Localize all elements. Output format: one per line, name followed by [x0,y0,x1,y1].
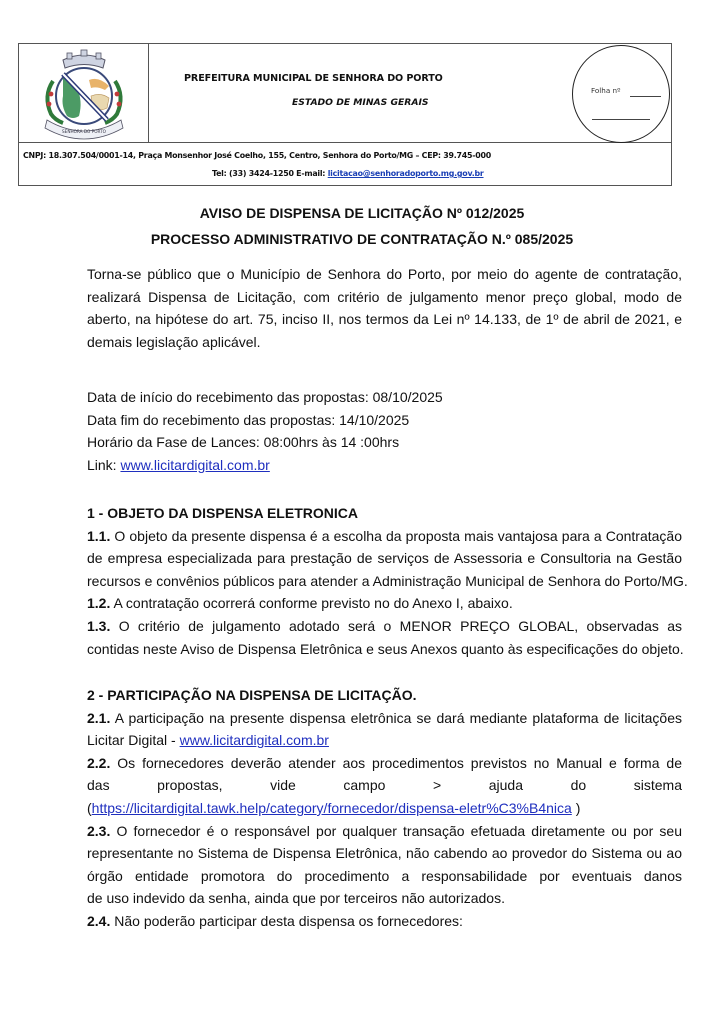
section-2 [87,684,682,933]
item-2-3-line: órgão entidade promotora do procedimento a responsabilidade por eventuais danos [87,867,682,884]
organization-state: ESTADO DE MINAS GERAIS [292,97,429,108]
organization-name: PREFEITURA MUNICIPAL DE SENHORA DO PORTO [184,73,443,84]
item-text: O fornecedor é o responsável por qualquer transação efetuada diretamente ou por seu [110,822,682,839]
intro-paragraph [87,263,682,353]
item-2-2-line [87,752,682,775]
close-paren: ) [571,799,581,816]
stamp-signature-blank [592,119,650,120]
item-text: O critério de julgamento adotado será o MENOR PREÇO GLOBAL, observadas as [118,617,682,634]
item-number: 1.2. [87,595,111,612]
paragraph-line: Torna-se público que o Município de Senhora do Porto, por meio do agente de contratação, [87,266,682,282]
item-1-3-line [87,615,682,638]
email-link[interactable]: licitacao@senhoradoporto.mg.gov.br [327,169,484,178]
phone-text: Tel: (33) 3424-1250 E-mail: [212,169,328,178]
help-center-link[interactable]: https://licitardigital.tawk.help/category/fornecedor/dispensa-eletr%C3%B4nica [91,799,572,816]
paragraph-line: demais legislação aplicável. [87,333,261,350]
item-2-1-line [87,707,682,730]
letterhead-top-row [19,44,671,143]
item-number: 2.1. [87,709,111,726]
stamp-number-blank [630,96,661,97]
schedule-block [87,386,682,476]
paragraph-line: aberto, na hipótese do art. 75, inciso II, nos termos da Lei nº 14.133, de 1º de abril de 2021, e [87,311,682,328]
section-1 [87,502,688,660]
item-number: 1.1. [87,527,111,544]
licitar-digital-link[interactable]: www.licitardigital.com.br [179,732,329,749]
item-text: O objeto da presente dispensa é a escolha da proposta mais vantajosa para a Contratação [110,527,682,544]
stamp-label: Folha nº [591,86,621,95]
item-2-3-line: representante no Sistema de Dispensa Eletrônica, não cabendo ao provedor do Sistema ou ao [87,845,682,862]
item-2-2-line: das propostas, vide campo > ajuda do sistema [87,777,682,794]
cnpj-address-line: CNPJ: 18.307.504/0001-14, Praça Monsenhor José Coelho, 155, Centro, Senhora do Porto/MG – CEP: 39.745-000 [23,151,491,160]
item-number: 2.3. [87,822,111,839]
item-1-2-line [87,592,682,615]
item-2-2-line [87,797,682,820]
link-line [87,454,682,477]
item-number: 1.3. [87,617,111,634]
notice-title: AVISO DE DISPENSA DE LICITAÇÃO Nº 012/2025 [199,205,525,221]
logo-cell [19,44,149,142]
item-1-1-line: recursos e convênios públicos para atender a Administração Municipal de Senhora do Porto/MG. [87,572,688,589]
paragraph-line: realizará Dispensa de Licitação, com critério de julgamento menor preço global, modo de [87,288,682,305]
item-text: Não poderão participar desta dispensa os fornecedores: [110,912,463,929]
start-date: Data de início do recebimento das propostas: 08/10/2025 [87,389,443,405]
item-1-1-line [87,525,682,548]
item-number: 2.2. [87,754,111,771]
item-2-1-line [87,729,682,752]
municipal-coat-of-arms-logo [33,46,135,140]
item-2-4-line [87,910,682,933]
contact-line [212,169,484,178]
letterhead-bottom-row [19,143,671,186]
item-text: Os fornecedores deverão atender aos procedimentos previstos no Manual e forma de [117,754,682,771]
process-title: PROCESSO ADMINISTRATIVO DE CONTRATAÇÃO N.º 085/2025 [150,231,574,247]
licitar-digital-link[interactable]: www.licitardigital.com.br [120,456,270,473]
item-text: A contratação ocorrerá conforme previsto no do Anexo I, abaixo. [110,595,513,612]
item-2-3-line [87,820,682,843]
item-1-1-line: de empresa especializada para prestação de serviços de Assessoria e Consultoria na Gestão [87,550,682,567]
section-1-heading: 1 - OBJETO DA DISPENSA ELETRONICA [87,505,358,521]
section-2-heading: 2 - PARTICIPAÇÃO NA DISPENSA DE LICITAÇÃO. [87,687,417,703]
link-label: Link: [87,456,121,473]
logo-ribbon-text: SENHORA DO PORTO [62,129,106,134]
open-paren: ( [87,799,92,816]
item-text: Licitar Digital - [87,732,180,749]
item-2-3-line: de uso indevido da senha, ainda que por terceiros não autorizados. [87,890,505,907]
item-1-3-line: contidas neste Aviso de Dispensa Eletrônica e seus Anexos quanto às especificações do objeto. [87,640,684,657]
page-number-stamp [572,45,670,143]
item-number: 2.4. [87,912,111,929]
letterhead [18,43,672,186]
bidding-hours: Horário da Fase de Lances: 08:00hrs às 14 :00hrs [87,434,400,451]
item-text: A participação na presente dispensa eletrônica se dará mediante plataforma de licitações [110,709,682,726]
end-date: Data fim do recebimento das propostas: 14/10/2025 [87,411,410,428]
